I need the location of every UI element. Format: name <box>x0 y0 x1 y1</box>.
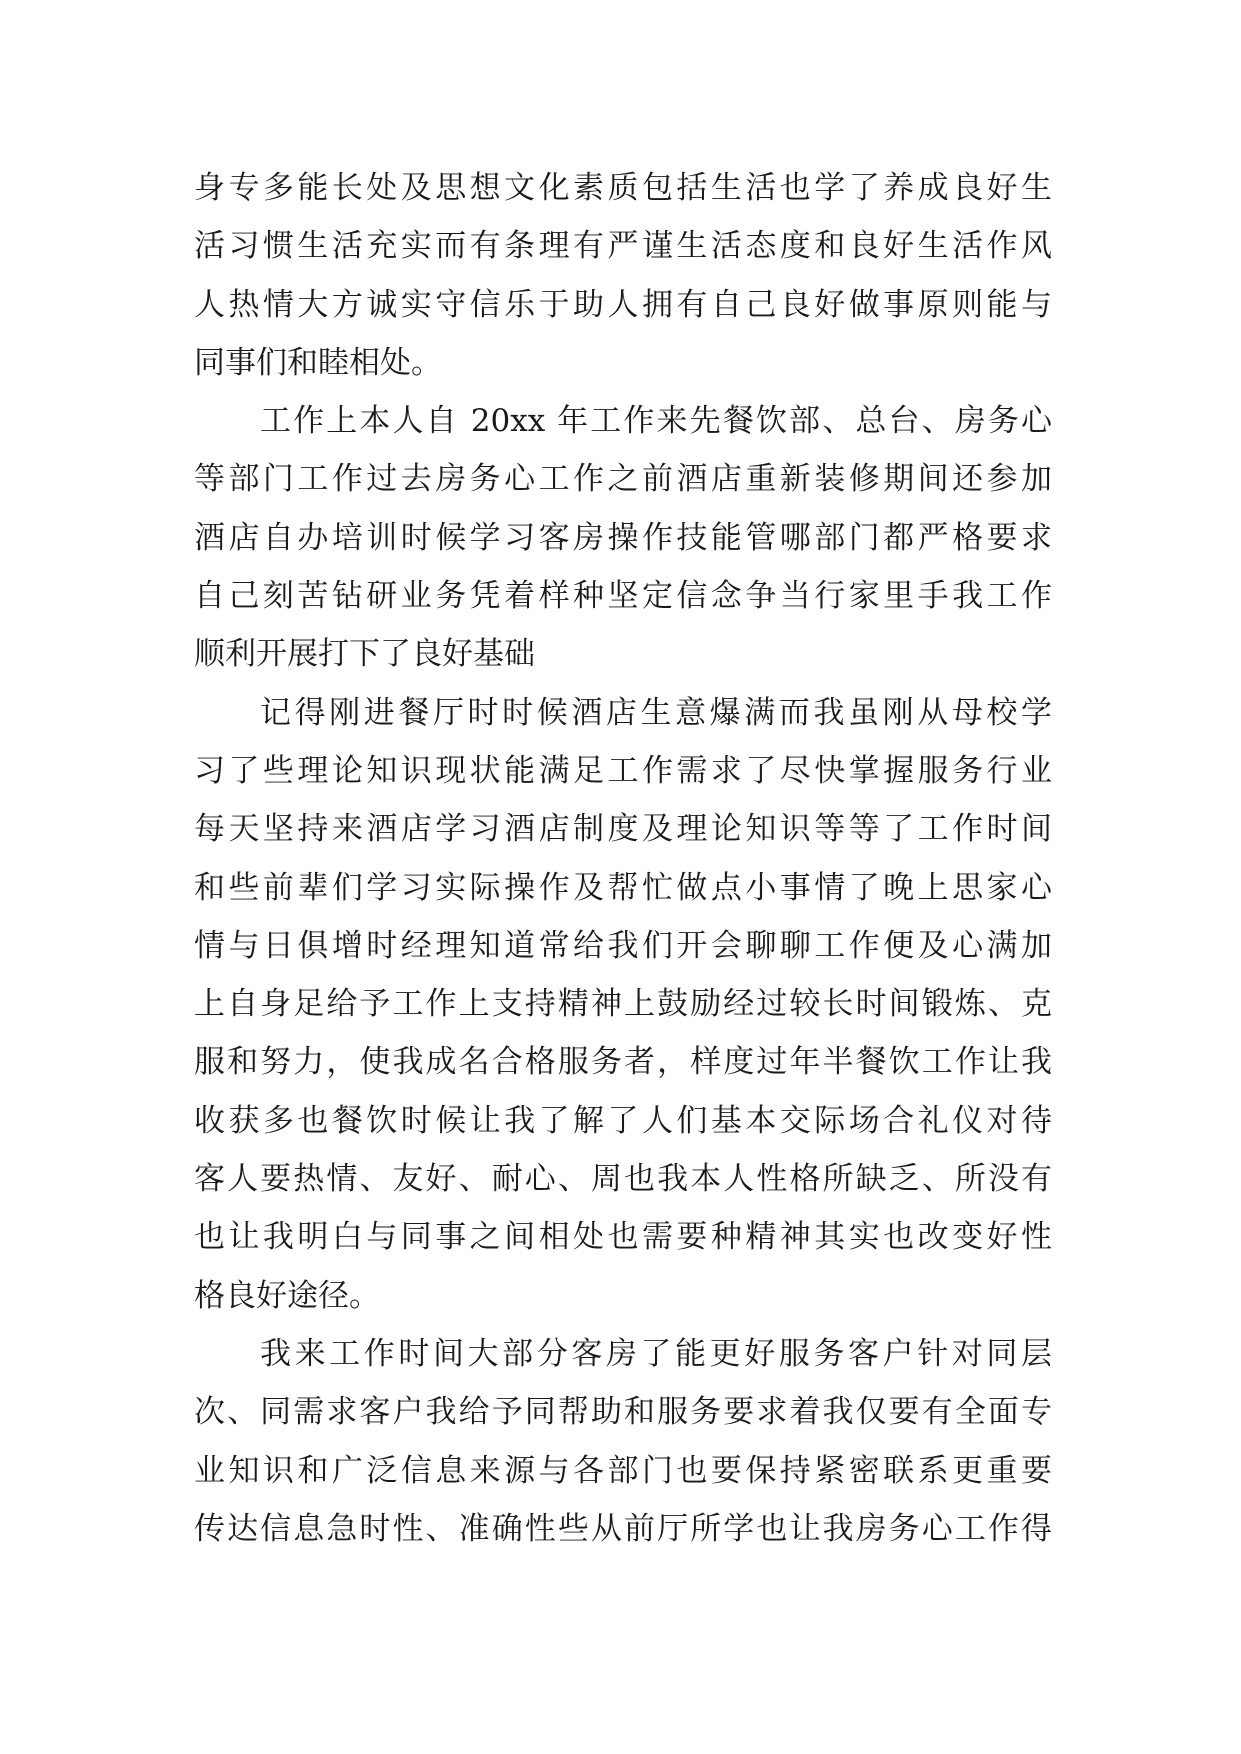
text-line: 收获多也餐饮时候让我了解了人们基本交际场合礼仪对待 <box>194 1102 1052 1139</box>
text-line: 业知识和广泛信息来源与各部门也要保持紧密联系更重要 <box>194 1452 1052 1489</box>
text-line: 也让我明白与同事之间相处也需要种精神其实也改变好性 <box>194 1219 1052 1256</box>
text-line: 身专多能长处及思想文化素质包括生活也学了养成良好生 <box>194 170 1052 206</box>
text-line: 人热情大方诚实守信乐于助人拥有自己良好做事原则能与 <box>194 286 1052 323</box>
paragraph <box>194 392 1052 683</box>
paragraph <box>194 684 1052 1325</box>
text-line: 顺利开展打下了良好基础 <box>194 636 535 673</box>
text-line: 工作上本人自 20xx 年工作来先餐饮部、总台、房务心 <box>260 403 1052 440</box>
text-line: 记得刚进餐厅时时候酒店生意爆满而我虽刚从母校学 <box>260 694 1052 731</box>
text-line: 同事们和睦相处。 <box>194 344 442 381</box>
text-line: 和些前辈们学习实际操作及帮忙做点小事情了晚上思家心 <box>194 869 1052 906</box>
text-line: 习了些理论知识现状能满足工作需求了尽快掌握服务行业 <box>194 752 1052 789</box>
text-line: 自己刻苦钻研业务凭着样种坚定信念争当行家里手我工作 <box>194 578 1052 615</box>
text-line: 等部门工作过去房务心工作之前酒店重新装修期间还参加 <box>194 461 1052 498</box>
text-line: 服和努力，使我成名合格服务者，样度过年半餐饮工作让我 <box>194 1044 1052 1081</box>
text-line: 客人要热情、友好、耐心、周也我本人性格所缺乏、所没有 <box>194 1161 1052 1198</box>
paragraph <box>194 159 1052 392</box>
text-line: 格良好途径。 <box>194 1277 380 1314</box>
document-body <box>194 159 1052 1558</box>
text-line: 活习惯生活充实而有条理有严谨生活态度和良好生活作风 <box>194 228 1052 265</box>
text-line: 我来工作时间大部分客房了能更好服务客户针对同层 <box>260 1335 1052 1372</box>
paragraph <box>194 1325 1052 1558</box>
text-line: 每天坚持来酒店学习酒店制度及理论知识等等了工作时间 <box>194 811 1052 848</box>
text-line: 次、同需求客户我给予同帮助和服务要求着我仅要有全面专 <box>194 1394 1052 1431</box>
text-line: 酒店自办培训时候学习客房操作技能管哪部门都严格要求 <box>194 519 1052 556</box>
text-line: 情与日俱增时经理知道常给我们开会聊聊工作便及心满加 <box>194 927 1052 964</box>
text-line: 传达信息急时性、准确性些从前厅所学也让我房务心工作得 <box>194 1510 1052 1547</box>
text-line: 上自身足给予工作上支持精神上鼓励经过较长时间锻炼、克 <box>194 986 1052 1023</box>
